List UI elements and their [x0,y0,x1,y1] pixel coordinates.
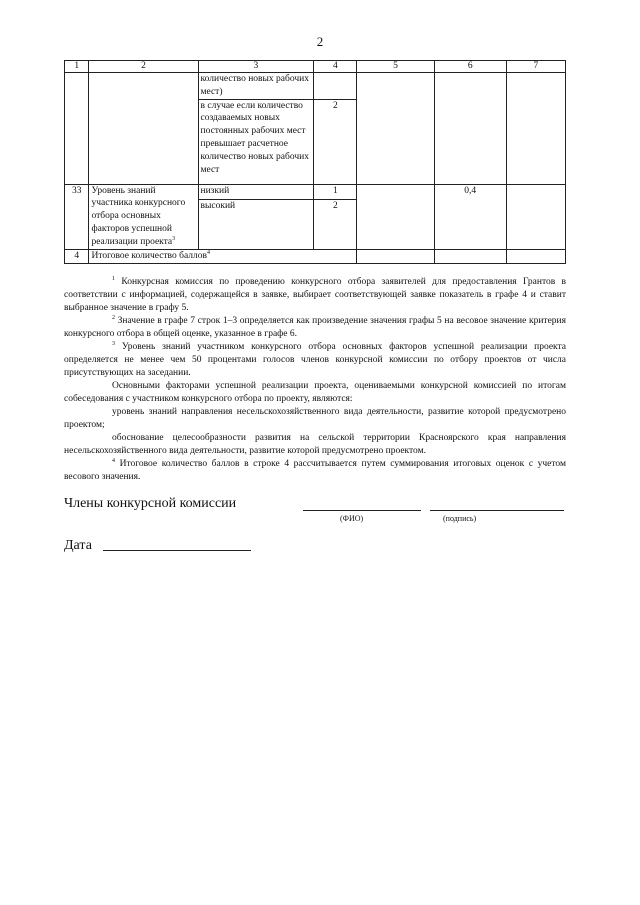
footnote: $^2$ Значение в графе 7 строк 1–3 определяется как произведение значения графы 5 на весовое значение критерия конкурсного отбора в общей оценке, указанное в графе 6. [64,314,566,339]
table-row [65,73,566,100]
fio-caption: (ФИО) [340,514,364,523]
signature-line[interactable] [430,510,564,511]
num-cell: 4 [65,249,89,263]
total-label-cell [89,249,314,263]
criterion-cell: в случае если количество создаваемых новых постоянных рабочих мест превышает расчетное количество новых рабочих мест [198,99,314,184]
signature-caption: (подпись) [443,514,477,523]
points-cell: 2 [314,99,357,184]
header-cell: 2 [89,61,198,73]
total-label: Итоговое количество баллов [91,250,207,261]
footnote-paragraph: уровень знаний направления несельскохозяйственного вида деятельности, развитие которой предусмотрено проектом; [64,407,566,430]
indicator-cell [89,73,198,185]
criterion-cell: количество новых рабочих мест) [198,73,314,100]
value-cell [357,249,434,263]
footnote-mark: 3 [112,340,115,347]
commission-members-label: Члены конкурсной комиссии [64,496,237,511]
evaluation-table [64,60,566,264]
header-cell: 6 [434,61,506,73]
header-cell: 5 [357,61,434,73]
table-row [65,249,566,263]
criterion-cell: высокий [198,200,314,250]
points-cell: 2 [314,200,357,250]
footnotes [64,276,566,484]
weight-cell: 0,4 [434,184,506,249]
num-cell [65,73,89,185]
header-cell: 7 [506,61,565,73]
table-row [65,184,566,199]
points-cell: 1 [314,184,357,199]
header-cell: 3 [198,61,314,73]
footnote: $^4$ Итоговое количество баллов в строке 4 рассчитывается путем суммирования итоговых оценок с учетом весового значения. [64,457,567,482]
footnote: $^3$ Уровень знаний участником конкурсного отбора основных факторов успешной реализации проекта определяется не менее чем 50 процентами голосов членов конкурсной комиссии по отбору проектов от числа присутствующих на заседании. [64,340,567,378]
num-cell: 33 [65,184,89,249]
result-cell [506,184,565,249]
footnote: $^1$ Конкурсная комиссия по проведению конкурсного отбора заявителей для предоставления Грантов в соответствии с информацией, содержащейся в заявке, выбирает соответствующей заявке показатель в графе 4 и ставит выбранное значение в графу 5. [64,275,567,313]
footnote-paragraph: Основными факторами успешной реализации проекта, оцениваемыми конкурсной комиссией по итогам собеседования с участником конкурсного отбора по проекту, являются: [64,381,566,404]
result-cell [506,73,565,185]
indicator-cell [89,184,198,249]
header-cell: 4 [314,61,357,73]
header-cell: 1 [65,61,89,73]
weight-cell [434,73,506,185]
weight-cell [434,249,506,263]
date-label: Дата [64,538,92,553]
result-cell [506,249,565,263]
footnote-mark: 4 [112,457,115,464]
footnote-mark: 3 [172,235,176,242]
page-number: 2 [316,34,324,49]
footnote-paragraph: обоснование целесообразности развития на сельской территории Красноярского края направления несельскохозяйственного вида деятельности, развитие которой предусмотрено проектом. [64,433,566,456]
criterion-cell: низкий [198,184,314,199]
footnote-mark: 2 [112,314,115,321]
value-cell [357,184,434,249]
indicator-text: Уровень знаний участника конкурсного отбора основных факторов успешной реализации проекта [91,185,186,247]
date-line[interactable] [103,550,251,551]
value-cell [357,73,434,185]
fio-line[interactable] [303,510,421,511]
footnote-mark: 4 [206,249,210,256]
points-cell [314,249,357,263]
footnote-mark: 1 [112,275,115,282]
table-header-row [65,61,566,73]
points-cell [314,73,357,100]
